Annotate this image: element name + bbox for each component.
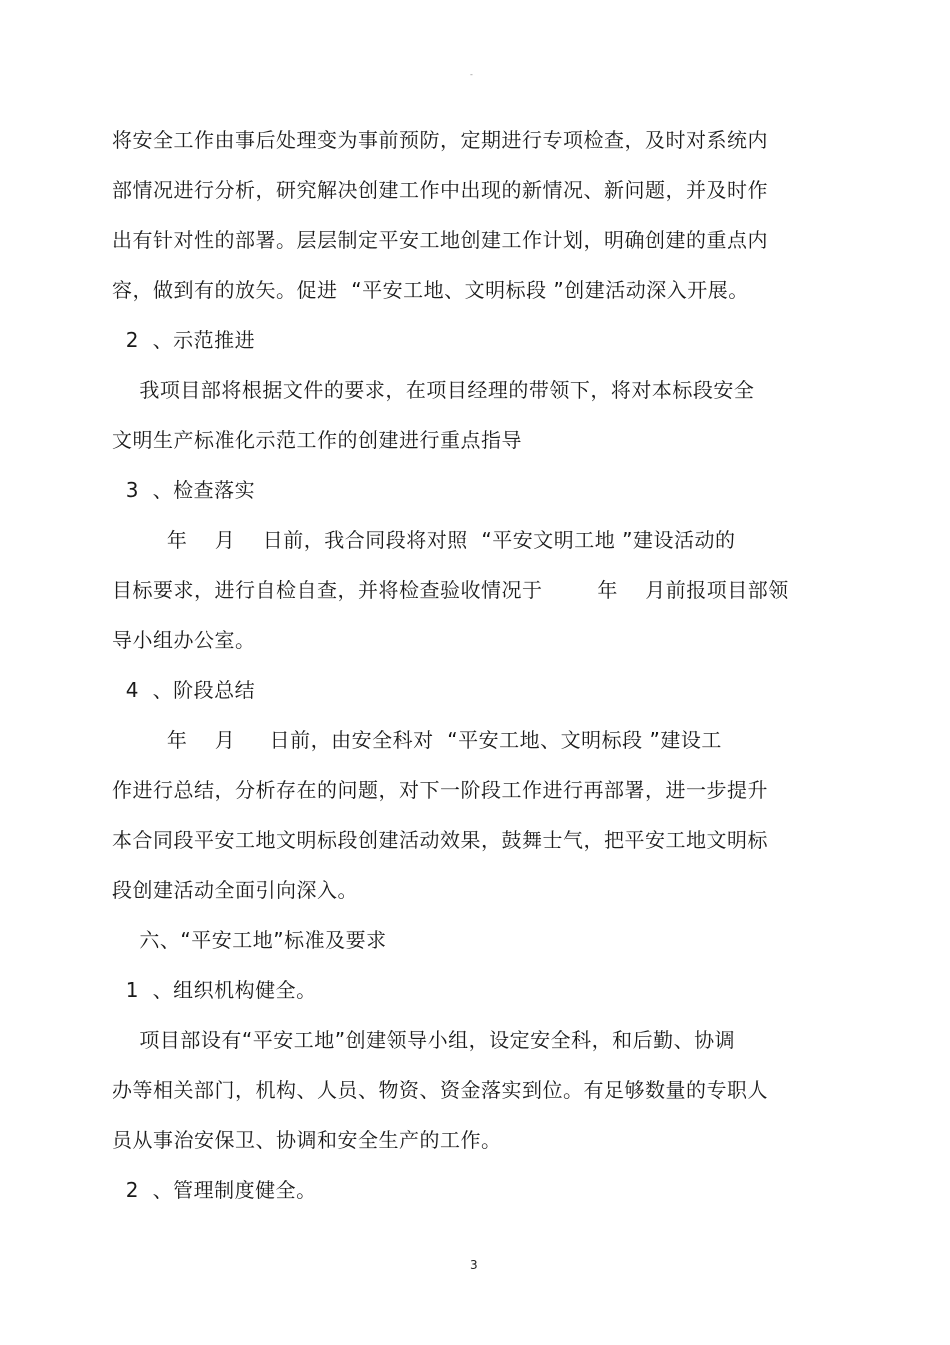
text-line: 文明生产标准化示范工作的创建进行重点指导 bbox=[112, 428, 522, 452]
text-line: 项目部设有“平安工地”创建领导小组，设定安全科，和后勤、协调 bbox=[112, 1028, 736, 1052]
text-line: 我项目部将根据文件的要求，在项目经理的带领下，将对本标段安全 bbox=[112, 378, 755, 402]
text-line: 容，做到有的放矢。促进 “平安工地、文明标段 ”创建活动深入开展。 bbox=[112, 278, 749, 302]
text-line: 段创建活动全面引向深入。 bbox=[112, 878, 358, 902]
text-line: 作进行总结，分析存在的问题，对下一阶段工作进行再部署，进一步提升 bbox=[112, 778, 768, 802]
text-line: 目标要求，进行自检自查，并将检查验收情况于 年 月前报项目部领 bbox=[112, 578, 789, 602]
section-heading: 1 、组织机构健全。 bbox=[112, 978, 317, 1002]
page-number: 3 bbox=[470, 1258, 478, 1272]
section-heading: 2 、管理制度健全。 bbox=[112, 1178, 317, 1202]
text-line: 导小组办公室。 bbox=[112, 628, 256, 652]
text-line: 员从事治安保卫、协调和安全生产的工作。 bbox=[112, 1128, 502, 1152]
text-line: 将安全工作由事后处理变为事前预防，定期进行专项检查，及时对系统内 bbox=[112, 128, 768, 152]
text-line: 年 月 日前，我合同段将对照 “平安文明工地 ”建设活动的 bbox=[112, 528, 736, 552]
text-line: 本合同段平安工地文明标段创建活动效果，鼓舞士气，把平安工地文明标 bbox=[112, 828, 768, 852]
section-heading: 2 、示范推进 bbox=[112, 328, 256, 352]
section-heading: 4 、阶段总结 bbox=[112, 678, 256, 702]
text-line: 年 月 日前，由安全科对 “平安工地、文明标段 ”建设工 bbox=[112, 728, 722, 752]
section-heading: 六、“平安工地”标准及要求 bbox=[112, 928, 387, 952]
text-line: 出有针对性的部署。层层制定平安工地创建工作计划，明确创建的重点内 bbox=[112, 228, 768, 252]
text-line: 办等相关部门，机构、人员、物资、资金落实到位。有足够数量的专职人 bbox=[112, 1078, 768, 1102]
header-mark: - bbox=[470, 70, 473, 79]
section-heading: 3 、检查落实 bbox=[112, 478, 256, 502]
text-line: 部情况进行分析，研究解决创建工作中出现的新情况、新问题，并及时作 bbox=[112, 178, 768, 202]
